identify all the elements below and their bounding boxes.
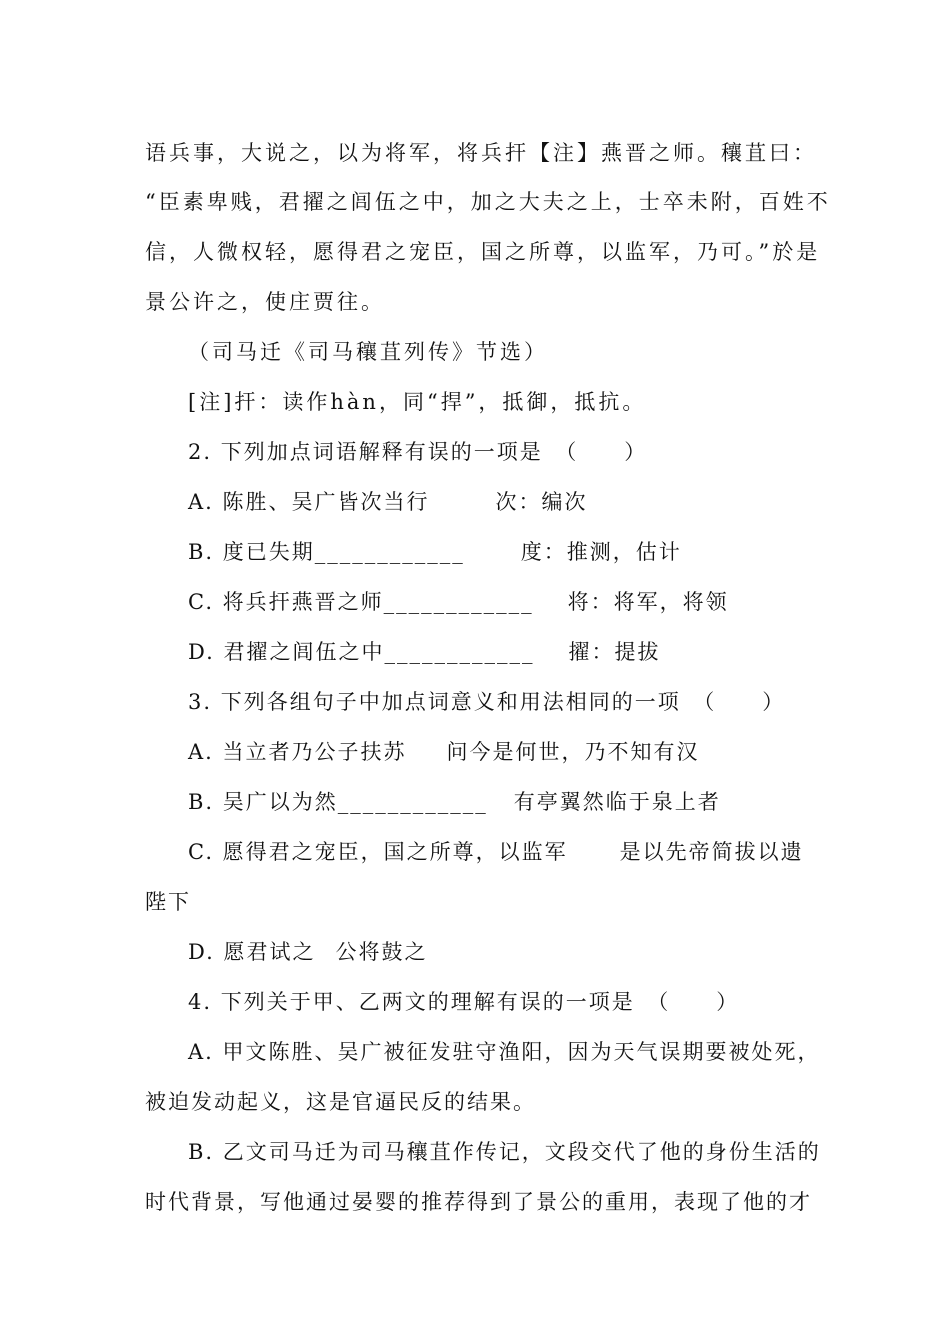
option-text: B. 吴广以为然____________ [188,790,488,814]
passage-line: 语兵事，大说之，以为将军，将兵扞【注】燕晋之师。穰苴曰： [145,141,817,165]
footnote: [注]扞：读作hàn，同“捍”，抵御，抵抗。 [188,390,647,414]
question-3-option-b [188,786,853,816]
question-2-option-d [188,636,853,666]
option-pair: 是以先帝简拔以遗 [619,840,804,864]
option-text: A. 当立者乃公子扶苏 [188,740,407,764]
option-text: B. 度已失期____________ [188,540,465,564]
question-3-option-a [188,736,853,766]
passage-line: “臣素卑贱，君擢之闾伍之中，加之大夫之上，士卒未附，百姓不 [145,190,831,214]
passage-source: （司马迁《司马穰苴列传》节选） [188,340,548,364]
option-gloss: 度：推测，估计 [520,540,682,564]
question-3-option-d [188,936,853,966]
question-2-option-c [188,586,853,616]
question-3-stem: 3. 下列各组句子中加点词意义和用法相同的一项 （ ） [188,690,786,714]
question-2-option-b [188,536,853,566]
option-pair: 有亭翼然临于泉上者 [513,790,721,814]
question-2-option-a [188,486,853,516]
option-pair: 问今是何世，乃不知有汉 [446,740,700,764]
option-text: C. 将兵扞燕晋之师____________ [188,590,534,614]
question-4-option-b: B. 乙文司马迁为司马穰苴作传记，文段交代了他的身份生活的 [188,1140,821,1164]
question-3-option-c [188,836,853,866]
option-text: D. 愿君试之 [188,940,316,964]
question-2-stem: 2. 下列加点词语解释有误的一项是 （ ） [188,440,648,464]
option-gloss: 次：编次 [495,490,588,514]
option-gloss: 擢：提拔 [568,640,661,664]
option-text: D. 君擢之闾伍之中____________ [188,640,535,664]
question-4-stem: 4. 下列关于甲、乙两文的理解有误的一项是 （ ） [188,990,740,1014]
question-3-option-c-continued: 陛下 [145,890,191,914]
question-4-option-a-continued: 被迫发动起义，这是官逼民反的结果。 [145,1090,536,1114]
option-text: C. 愿得君之宠臣，国之所尊，以监军 [188,840,568,864]
option-gloss: 将：将军，将领 [567,590,729,614]
question-4-option-b-continued: 时代背景，写他通过晏婴的推荐得到了景公的重用，表现了他的才 [145,1190,812,1214]
passage-line: 信，人微权轻，愿得君之宠臣，国之所尊，以监军，乃可。”於是 [145,240,821,264]
option-text: A. 陈胜、吴广皆次当行 [188,490,430,514]
question-4-option-a: A. 甲文陈胜、吴广被征发驻守渔阳，因为天气误期要被处死， [188,1040,821,1064]
passage-line: 景公许之，使庄贾往。 [145,290,385,314]
option-pair: 公将鼓之 [335,940,428,964]
